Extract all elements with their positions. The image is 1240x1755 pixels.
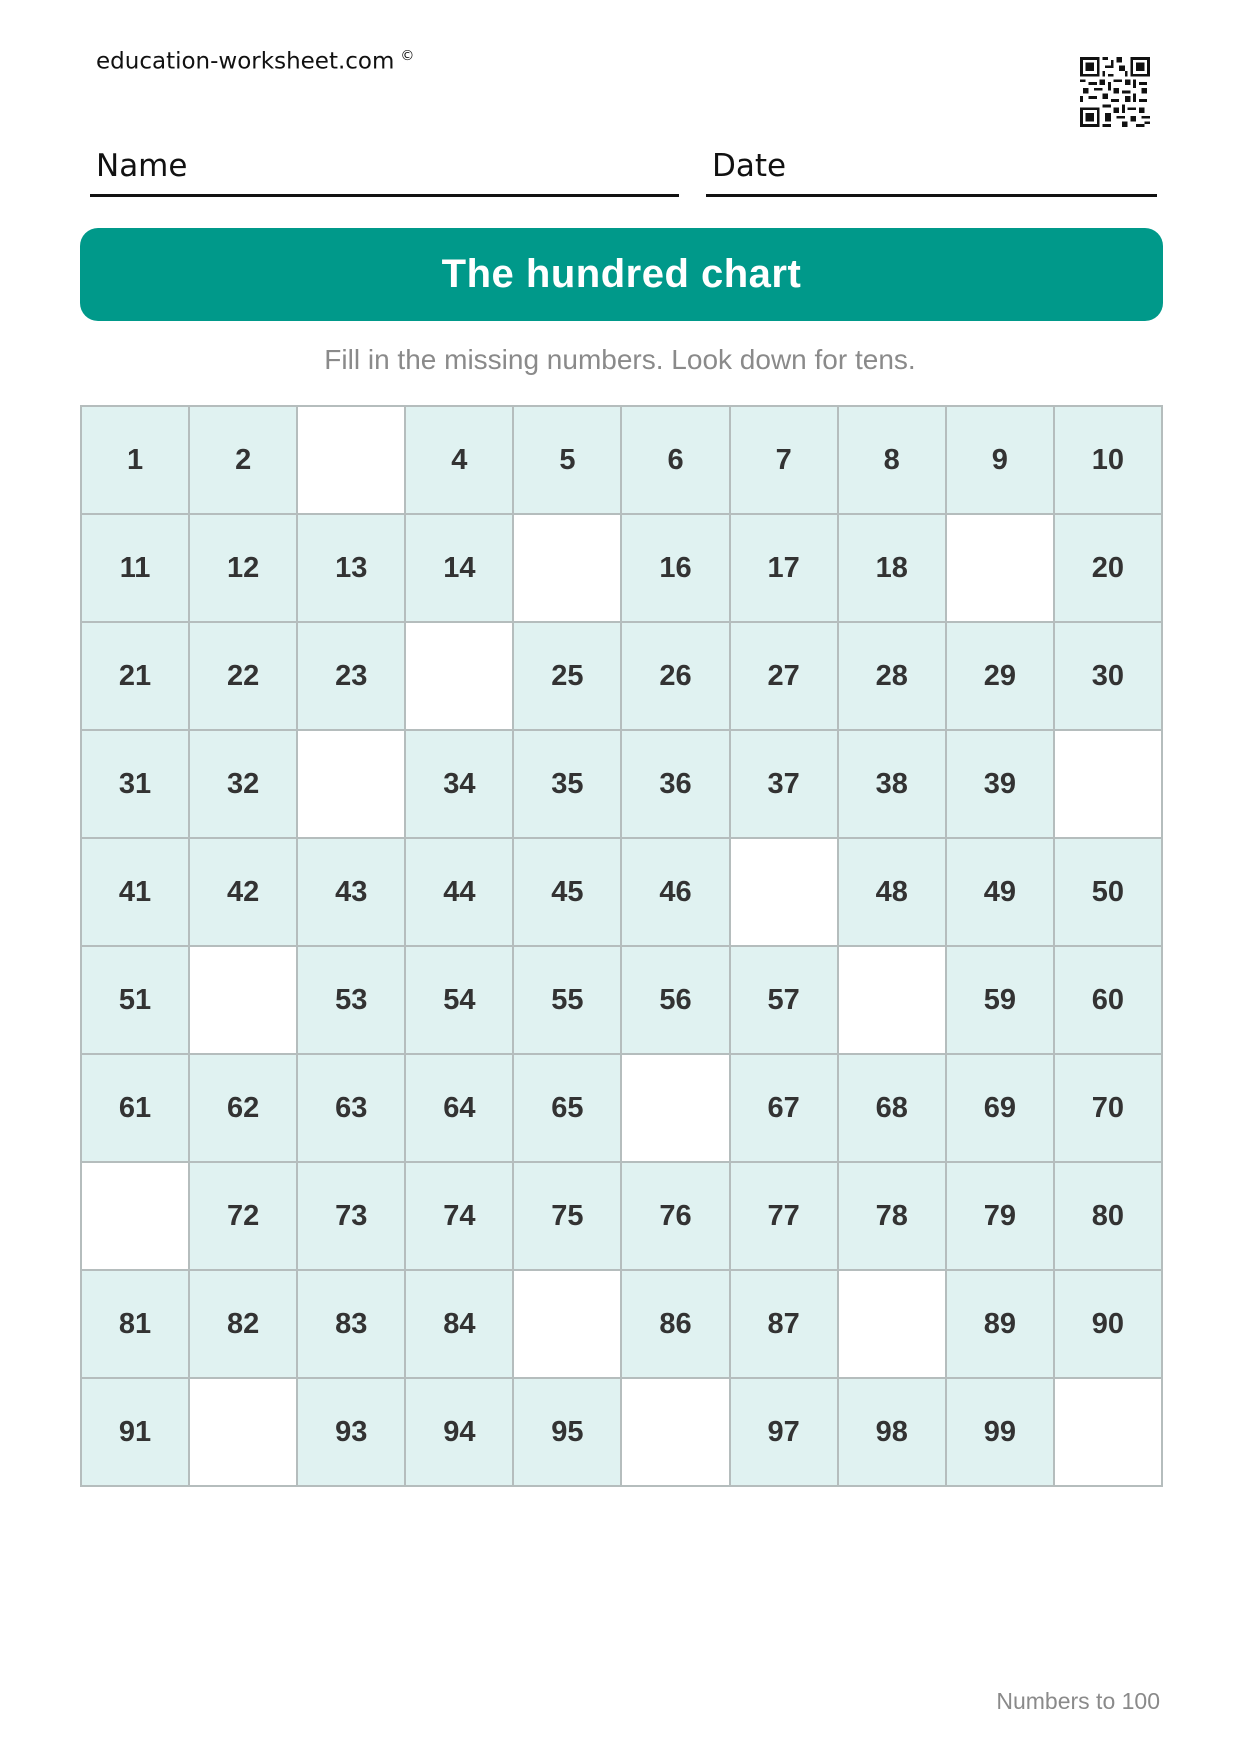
number-cell: 59 xyxy=(947,947,1055,1055)
number-cell: 70 xyxy=(1055,1055,1163,1163)
number-cell: 76 xyxy=(622,1163,730,1271)
number-cell: 20 xyxy=(1055,515,1163,623)
number-cell: 42 xyxy=(190,839,298,947)
number-cell: 12 xyxy=(190,515,298,623)
number-cell: 27 xyxy=(731,623,839,731)
blank-cell[interactable] xyxy=(514,515,622,623)
blank-cell[interactable] xyxy=(1055,1379,1163,1487)
blank-cell[interactable] xyxy=(298,407,406,515)
name-label: Name xyxy=(96,148,188,184)
number-cell: 39 xyxy=(947,731,1055,839)
number-cell: 57 xyxy=(731,947,839,1055)
number-cell: 34 xyxy=(406,731,514,839)
number-cell: 62 xyxy=(190,1055,298,1163)
number-cell: 25 xyxy=(514,623,622,731)
number-cell: 7 xyxy=(731,407,839,515)
number-cell: 18 xyxy=(839,515,947,623)
number-cell: 51 xyxy=(82,947,190,1055)
number-cell: 80 xyxy=(1055,1163,1163,1271)
number-cell: 77 xyxy=(731,1163,839,1271)
number-cell: 79 xyxy=(947,1163,1055,1271)
number-cell: 50 xyxy=(1055,839,1163,947)
blank-cell[interactable] xyxy=(514,1271,622,1379)
instructions: Fill in the missing numbers. Look down for tens. xyxy=(324,344,916,375)
number-cell: 14 xyxy=(406,515,514,623)
number-cell: 75 xyxy=(514,1163,622,1271)
number-cell: 36 xyxy=(622,731,730,839)
number-cell: 82 xyxy=(190,1271,298,1379)
number-cell: 89 xyxy=(947,1271,1055,1379)
number-cell: 67 xyxy=(731,1055,839,1163)
number-cell: 98 xyxy=(839,1379,947,1487)
number-cell: 64 xyxy=(406,1055,514,1163)
date-field[interactable] xyxy=(706,140,1157,197)
number-cell: 6 xyxy=(622,407,730,515)
number-cell: 65 xyxy=(514,1055,622,1163)
hundred-chart-grid xyxy=(80,405,1163,1487)
number-cell: 46 xyxy=(622,839,730,947)
blank-cell[interactable] xyxy=(731,839,839,947)
blank-cell[interactable] xyxy=(82,1163,190,1271)
footer-label: Numbers to 100 xyxy=(996,1688,1160,1714)
number-cell: 81 xyxy=(82,1271,190,1379)
number-cell: 93 xyxy=(298,1379,406,1487)
number-cell: 16 xyxy=(622,515,730,623)
blank-cell[interactable] xyxy=(622,1055,730,1163)
number-cell: 29 xyxy=(947,623,1055,731)
number-cell: 94 xyxy=(406,1379,514,1487)
blank-cell[interactable] xyxy=(947,515,1055,623)
number-cell: 61 xyxy=(82,1055,190,1163)
number-cell: 78 xyxy=(839,1163,947,1271)
site-url: education-worksheet.com xyxy=(96,48,395,75)
number-cell: 21 xyxy=(82,623,190,731)
number-cell: 5 xyxy=(514,407,622,515)
number-cell: 2 xyxy=(190,407,298,515)
title-banner xyxy=(80,228,1163,321)
number-cell: 53 xyxy=(298,947,406,1055)
number-cell: 44 xyxy=(406,839,514,947)
blank-cell[interactable] xyxy=(406,623,514,731)
number-cell: 31 xyxy=(82,731,190,839)
qr-code-icon xyxy=(1080,57,1150,127)
number-cell: 99 xyxy=(947,1379,1055,1487)
number-cell: 55 xyxy=(514,947,622,1055)
number-cell: 4 xyxy=(406,407,514,515)
copyright-mark: © xyxy=(400,48,415,64)
blank-cell[interactable] xyxy=(622,1379,730,1487)
number-cell: 56 xyxy=(622,947,730,1055)
number-cell: 9 xyxy=(947,407,1055,515)
number-cell: 41 xyxy=(82,839,190,947)
number-cell: 63 xyxy=(298,1055,406,1163)
number-cell: 11 xyxy=(82,515,190,623)
number-cell: 91 xyxy=(82,1379,190,1487)
number-cell: 17 xyxy=(731,515,839,623)
number-cell: 49 xyxy=(947,839,1055,947)
number-cell: 23 xyxy=(298,623,406,731)
name-field[interactable] xyxy=(90,140,679,197)
number-cell: 90 xyxy=(1055,1271,1163,1379)
page-title: The hundred chart xyxy=(441,252,802,296)
number-cell: 86 xyxy=(622,1271,730,1379)
blank-cell[interactable] xyxy=(839,1271,947,1379)
blank-cell[interactable] xyxy=(839,947,947,1055)
number-cell: 28 xyxy=(839,623,947,731)
number-cell: 84 xyxy=(406,1271,514,1379)
number-cell: 8 xyxy=(839,407,947,515)
blank-cell[interactable] xyxy=(190,1379,298,1487)
number-cell: 10 xyxy=(1055,407,1163,515)
number-cell: 83 xyxy=(298,1271,406,1379)
number-cell: 48 xyxy=(839,839,947,947)
number-cell: 38 xyxy=(839,731,947,839)
number-cell: 32 xyxy=(190,731,298,839)
number-cell: 26 xyxy=(622,623,730,731)
number-cell: 68 xyxy=(839,1055,947,1163)
number-cell: 1 xyxy=(82,407,190,515)
number-cell: 87 xyxy=(731,1271,839,1379)
number-cell: 30 xyxy=(1055,623,1163,731)
site-name xyxy=(96,48,414,75)
number-cell: 72 xyxy=(190,1163,298,1271)
number-cell: 60 xyxy=(1055,947,1163,1055)
number-cell: 54 xyxy=(406,947,514,1055)
number-cell: 13 xyxy=(298,515,406,623)
number-cell: 69 xyxy=(947,1055,1055,1163)
date-label: Date xyxy=(712,148,787,184)
number-cell: 43 xyxy=(298,839,406,947)
number-cell: 22 xyxy=(190,623,298,731)
number-cell: 97 xyxy=(731,1379,839,1487)
number-cell: 35 xyxy=(514,731,622,839)
number-cell: 95 xyxy=(514,1379,622,1487)
number-cell: 74 xyxy=(406,1163,514,1271)
number-cell: 45 xyxy=(514,839,622,947)
blank-cell[interactable] xyxy=(298,731,406,839)
number-cell: 37 xyxy=(731,731,839,839)
blank-cell[interactable] xyxy=(1055,731,1163,839)
blank-cell[interactable] xyxy=(190,947,298,1055)
number-cell: 73 xyxy=(298,1163,406,1271)
